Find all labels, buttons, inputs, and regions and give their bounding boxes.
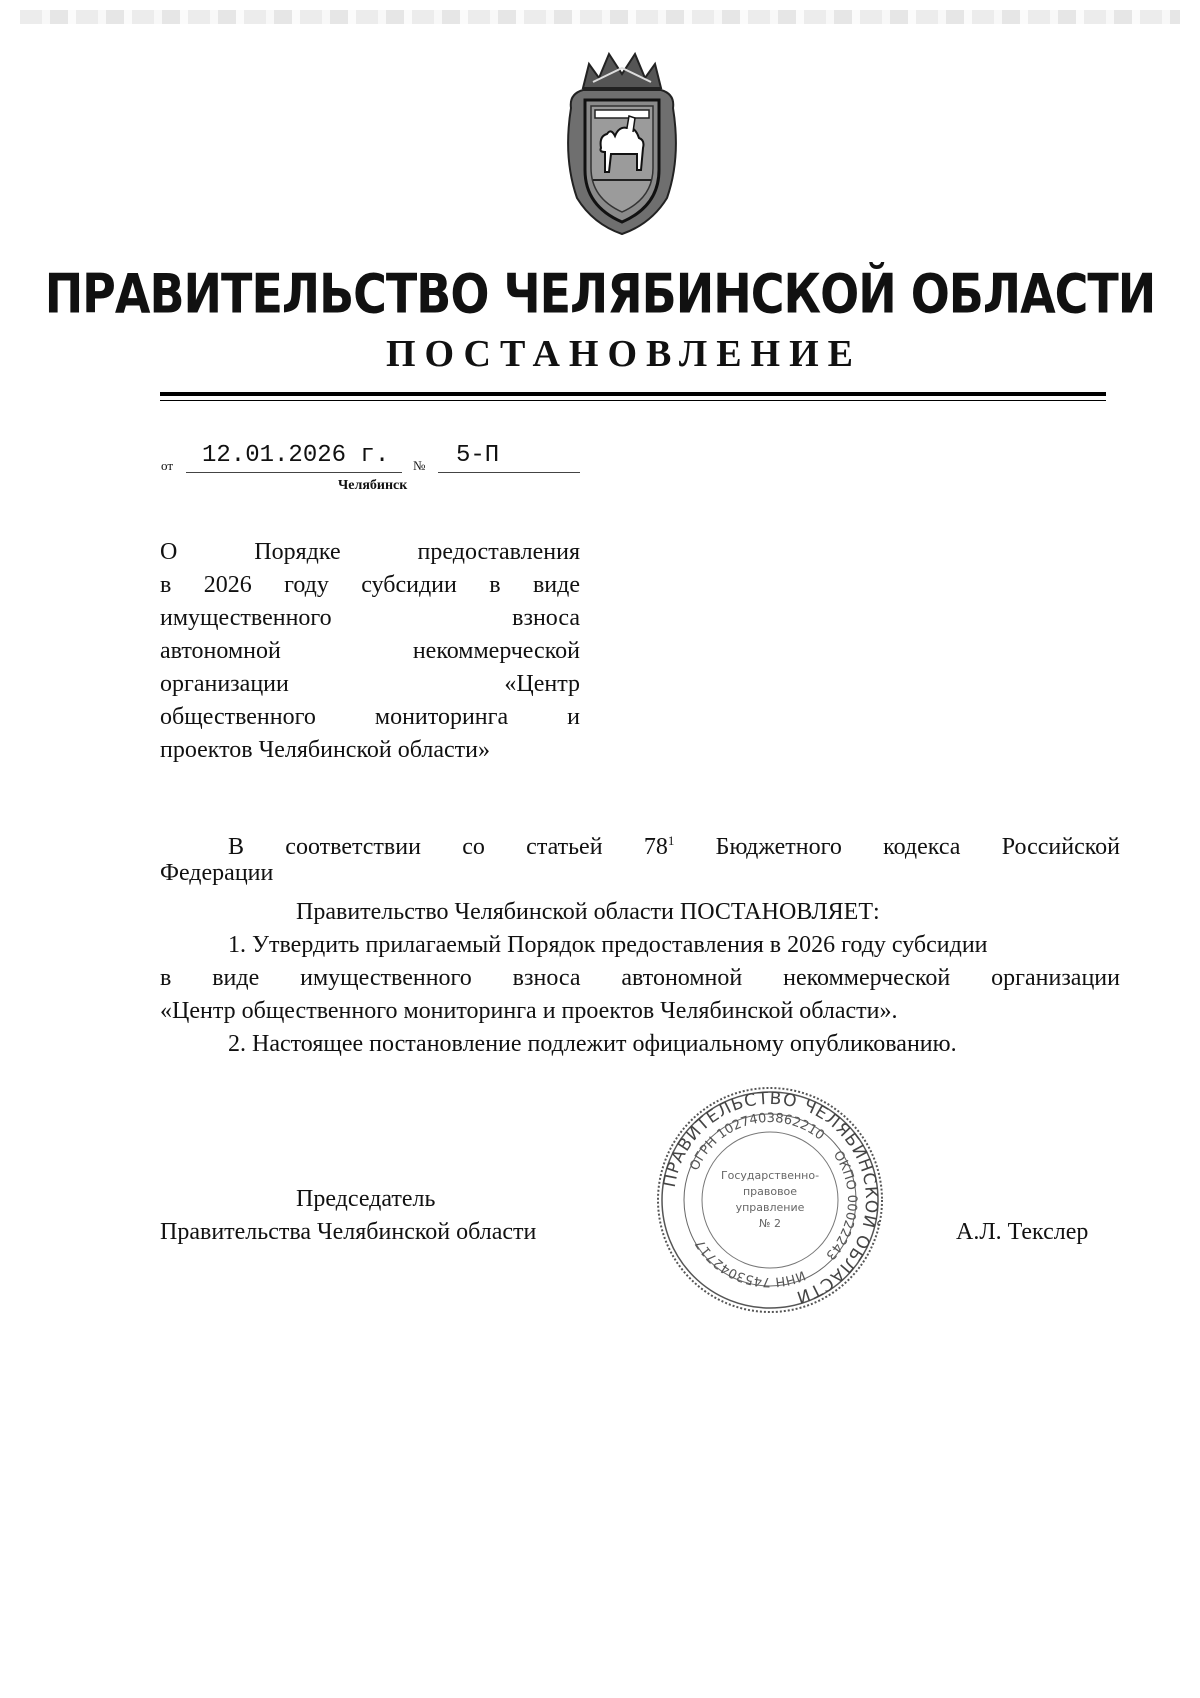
stamp-center-line: Государственно- [720,1169,820,1182]
stamp-okpo-text: ОКПО 00022243 [822,1148,860,1263]
signatory-title-line2: Правительства Челябинской области [160,1219,537,1245]
item1-line1: 1. Утвердить прилагаемый Порядок предоставления в 2026 году субсидии [228,932,988,958]
subject-block [160,536,580,767]
intro-text-a: В соответствии со статьей 78 [228,834,668,860]
stamp-inn-text: ИНН 7453042717 [692,1236,808,1290]
document-date: 12.01.2026 г. [202,442,390,469]
document-type-title: ПОСТАНОВЛЕНИЕ [385,333,863,375]
subject-line: автономной некоммерческой [160,638,580,664]
city-label: Челябинск [338,478,408,493]
coat-of-arms-emblem [563,48,681,236]
item1-line2: в виде имущественного взноса автономной некоммерческой организации [160,965,1120,991]
stamp-ogrn-text: ОГРН 1027403862210 [687,1110,828,1173]
stamp-center-line: управление [735,1201,805,1214]
subject-line: имущественного взноса [160,605,580,631]
subject-line: проектов Челябинской области» [160,737,490,763]
number-prefix-label: № [413,458,426,473]
scan-artifact-strip [20,10,1180,24]
signatory-title-line1: Председатель [296,1186,436,1212]
header-divider-thick [160,392,1106,396]
signatory-name: А.Л. Текслер [956,1219,1089,1245]
subject-line: в 2026 году субсидии в виде [160,572,580,598]
intro-paragraph-line2: Федерации [160,860,274,886]
article-superscript: 1 [667,833,675,848]
item2-line: 2. Настоящее постановление подлежит официальному опубликованию. [228,1031,957,1057]
date-underline [186,472,402,473]
date-prefix-label: от [161,458,174,473]
header-divider-thin [160,400,1106,401]
resolves-line: Правительство Челябинской области ПОСТАНОВЛЯЕТ: [296,899,880,925]
subject-line: организации «Центр [160,671,580,697]
subject-line: общественного мониторинга и [160,704,580,730]
stamp-outer-text: ПРАВИТЕЛЬСТВО ЧЕЛЯБИНСКОЙ ОБЛАСТИ [659,1088,882,1308]
stamp-center-line: правовое [742,1185,798,1198]
organization-title: ПРАВИТЕЛЬСТВО ЧЕЛЯБИНСКОЙ ОБЛАСТИ [44,262,1156,326]
subject-line: О Порядке предоставления [160,539,580,565]
intro-text-b: Бюджетного кодекса Российской [715,834,1120,860]
official-stamp [655,1085,885,1315]
number-underline [438,472,580,473]
stamp-center-line: № 2 [759,1217,781,1230]
svg-text:ИНН 7453042717 [693,1237,807,1290]
document-number: 5-П [456,442,500,469]
item1-line3: «Центр общественного мониторинга и проектов Челябинской области». [160,998,898,1024]
intro-paragraph-line1 [228,824,1120,864]
